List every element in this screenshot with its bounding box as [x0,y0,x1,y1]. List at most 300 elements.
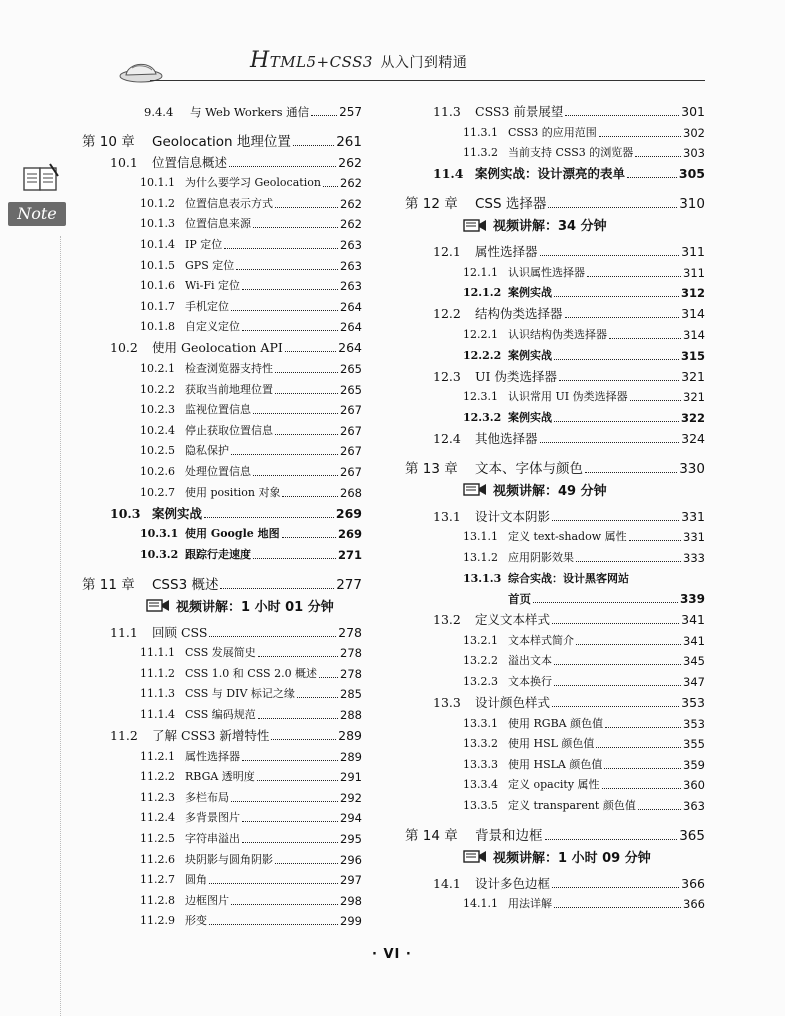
dot-leader [311,115,337,116]
dot-leader [638,809,681,810]
toc-entry-title: 案例实战：设计漂亮的表单 [475,166,626,182]
toc-entry-page: 321 [681,368,705,384]
toc-entry-page: 360 [683,778,705,793]
toc-subsection[interactable] [405,280,705,301]
dot-leader [576,644,681,645]
toc-entry-title: Geolocation 地理位置 [152,133,291,150]
toc-entry-number: 11.2 [110,728,138,744]
dot-leader [229,166,336,167]
dot-leader [275,207,338,208]
toc-entry-page: 288 [340,708,362,723]
toc-entry-page: 263 [340,258,362,273]
toc-subsection[interactable] [82,887,362,908]
toc-entry-number: 第 11 章 [82,576,135,593]
toc-entry-page: 324 [681,430,705,446]
toc-section[interactable] [405,870,705,891]
toc-subsection[interactable] [405,891,705,912]
toc-subsection[interactable] [405,731,705,752]
toc-subsection[interactable] [82,743,362,764]
dot-leader [242,330,338,331]
toc-subsection[interactable] [82,805,362,826]
dot-leader [554,296,679,297]
toc-entry-title: 检查浏览器支持性 [185,361,273,375]
toc-entry-page: 264 [338,340,362,356]
toc-section[interactable] [82,500,362,521]
toc-entry-page: 257 [339,104,362,119]
toc-subsection[interactable] [405,524,705,545]
toc-entry-number: 11.1 [110,624,138,640]
toc-chapter[interactable] [405,181,705,211]
dot-leader [282,496,338,497]
notebook-icon [18,162,62,196]
toc-entry-title: 监视位置信息 [185,403,251,417]
toc-chapter[interactable] [82,562,362,592]
toc-entry-title: 综合实战：设计黑客网站 [508,571,629,585]
toc-entry-number: 10.1.2 [140,196,175,210]
dot-leader [236,269,338,270]
toc-entry-page: 359 [683,757,705,772]
toc-subsection[interactable] [82,825,362,846]
video-camera-icon [146,597,170,613]
toc-continuation[interactable] [405,586,705,607]
dot-leader [209,924,338,925]
toc-entry-number: 13.1 [433,508,461,524]
toc-entry-title: 多栏布局 [185,790,229,804]
toc-entry-number: 10.1.8 [140,320,175,334]
dot-leader [275,372,338,373]
toc-entry-number: 10.2.5 [140,444,175,458]
toc-entry-number: 10.1.3 [140,217,175,231]
toc-subsection[interactable] [82,521,362,542]
toc-entry-number: 10.2.2 [140,382,175,396]
toc-entry-number: 10.1.1 [140,176,175,190]
toc-section[interactable] [82,334,362,355]
toc-entry-page: 261 [336,133,362,150]
dot-leader [635,156,681,157]
toc-entry-title: 圆角 [185,873,207,887]
toc-chapter[interactable] [405,813,705,843]
toc-entry-page: 311 [683,265,705,280]
toc-entry-title: CSS 与 DIV 标记之缘 [185,687,295,701]
dot-leader [554,421,679,422]
toc-entry-number: 13.3 [433,694,461,710]
toc-entry-title: 文本、字体与颜色 [475,460,583,477]
toc-entry-page: 297 [340,873,362,888]
toc-entry-number: 10.3.2 [140,547,179,561]
dot-leader [231,904,338,905]
toc-right-column [405,98,705,911]
toc-entry-page: 271 [337,547,362,562]
toc-subsection[interactable] [405,259,705,280]
toc-section[interactable] [82,619,362,640]
toc-entry-title: 隐私保护 [185,444,229,458]
toc-entry-page: 345 [683,654,705,669]
toc-entry-title: 处理位置信息 [185,464,251,478]
dot-leader [554,359,679,360]
toc-entry-page: 353 [681,694,705,710]
toc-entry-page: 289 [340,749,362,764]
toc-subsection[interactable] [405,565,705,586]
dot-leader [629,540,681,541]
video-duration-note [82,592,362,619]
toc-entry-number: 13.2.2 [463,654,498,668]
margin-divider [60,236,61,1016]
toc-subsection[interactable] [82,846,362,867]
toc-entry-number: 第 14 章 [405,827,458,844]
toc-entry-page: 301 [681,104,705,119]
toc-entry-page: 265 [340,361,362,376]
note-badge: Note [8,202,66,226]
toc-entry-number: 12.2.2 [463,348,502,362]
toc-entry-number: 12.3.2 [463,410,502,424]
video-camera-icon [463,481,487,497]
toc-subsection[interactable] [82,98,362,119]
toc-entry-page: 296 [340,852,362,867]
toc-entry-number: 11.1.3 [140,687,175,701]
toc-entry-title: 使用 Google 地图 [185,527,280,541]
toc-entry-page: 311 [681,244,705,260]
toc-entry-title: RBGA 透明度 [185,770,255,784]
toc-entry-number: 13.1.3 [463,571,502,585]
dot-leader [319,677,338,678]
toc-entry-page: 262 [340,217,362,232]
dot-leader [554,907,681,908]
toc-subsection[interactable] [82,273,362,294]
book-title [250,48,467,73]
toc-subsection[interactable] [82,314,362,335]
dot-leader [627,177,677,178]
toc-entry-number: 10.1.4 [140,237,175,251]
video-duration-label: 视频讲解：49 分钟 [493,483,607,499]
toc-entry-title: 位置信息表示方式 [185,196,273,210]
dot-leader [552,623,679,624]
toc-entry-number: 12.3.1 [463,390,498,404]
toc-entry-title: CSS3 概述 [152,576,219,593]
toc-subsection[interactable] [82,681,362,702]
dot-leader [231,454,338,455]
dot-leader [258,656,338,657]
toc-entry-title: 自定义定位 [185,320,240,334]
toc-entry-number: 9.4.4 [144,104,174,119]
toc-subsection[interactable] [405,627,705,648]
toc-subsection[interactable] [82,701,362,722]
toc-entry-page: 365 [679,827,705,844]
toc-entry-title: IP 定位 [185,237,223,251]
toc-entry-page: 267 [340,444,362,459]
toc-entry-number: 13.3.2 [463,737,498,751]
toc-entry-title: 定义 opacity 属性 [508,778,600,792]
toc-entry-page: 269 [337,527,362,542]
toc-entry-number: 12.1 [433,244,461,260]
dot-leader [323,186,338,187]
toc-subsection[interactable] [405,751,705,772]
toc-subsection[interactable] [82,640,362,661]
toc-subsection[interactable] [405,772,705,793]
toc-entry-title: 使用 HSLA 颜色值 [508,757,603,771]
dot-leader [587,276,681,277]
toc-entry-page: 264 [340,320,362,335]
toc-subsection[interactable] [82,458,362,479]
dot-leader [609,338,681,339]
toc-entry-page: 353 [683,716,705,731]
toc-subsection[interactable] [405,710,705,731]
toc-entry-number: 10.1.6 [140,279,175,293]
toc-entry-title: 溢出文本 [508,654,552,668]
toc-section[interactable] [405,300,705,321]
dot-leader [565,317,680,318]
toc-subsection[interactable] [405,384,705,405]
toc-entry-number: 11.3.1 [463,125,498,139]
toc-section[interactable] [405,503,705,524]
toc-subsection[interactable] [82,293,362,314]
toc-entry-number: 第 12 章 [405,196,458,213]
toc-entry-page: 331 [683,530,705,545]
toc-entry-page: 298 [340,893,362,908]
toc-subsection[interactable] [82,867,362,888]
toc-subsection[interactable] [405,119,705,140]
toc-entry-title: 位置信息来源 [185,217,251,231]
toc-subsection[interactable] [82,438,362,459]
toc-entry-number: 第 10 章 [82,133,135,150]
video-duration-label: 视频讲解：34 分钟 [493,219,607,235]
dot-leader [253,413,338,414]
toc-section[interactable] [405,425,705,446]
toc-subsection[interactable] [82,376,362,397]
dot-leader [242,289,338,290]
toc-entry-page: 262 [340,196,362,211]
toc-entry-number: 10.3.1 [140,527,179,541]
toc-entry-page: 295 [340,832,362,847]
toc-subsection[interactable] [405,342,705,363]
toc-entry-title: 字符串溢出 [185,832,240,846]
toc-entry-page: 314 [681,306,705,322]
toc-entry-page: 310 [679,196,705,213]
dot-leader [242,821,338,822]
toc-entry-title: 文本换行 [508,674,552,688]
toc-entry-title: CSS 发展简史 [185,646,256,660]
toc-entry-title: 定义 transparent 颜色值 [508,798,636,812]
toc-subsection[interactable] [82,211,362,232]
dot-leader [271,739,336,740]
toc-section[interactable] [405,238,705,259]
toc-entry-page: 291 [340,770,362,785]
toc-subsection[interactable] [405,792,705,813]
toc-entry-title: 结构伪类选择器 [475,306,563,322]
toc-entry-title: 形变 [185,914,207,928]
toc-entry-title: 与 Web Workers 通信 [190,104,310,119]
dot-leader [604,768,681,769]
toc-entry-title: 回顾 CSS [152,624,208,640]
dot-leader [231,801,338,802]
toc-entry-title: 定义 text-shadow 属性 [508,530,627,544]
dot-leader [242,760,338,761]
toc-entry-page: 321 [683,390,705,405]
toc-subsection[interactable] [82,784,362,805]
header-rule [150,80,705,81]
toc-subsection[interactable] [82,417,362,438]
toc-entry-number: 14.1 [433,875,461,891]
toc-entry-title: 边框图片 [185,893,229,907]
toc-subsection[interactable] [82,541,362,562]
toc-entry-page: 267 [340,423,362,438]
toc-entry-number: 11.1.1 [140,646,175,660]
toc-entry-number: 13.1.2 [463,550,498,564]
dot-leader [552,706,679,707]
video-duration-label: 视频讲解：1 小时 01 分钟 [176,599,334,615]
toc-entry-title: 应用阴影效果 [508,550,574,564]
toc-entry-number: 10.2.6 [140,464,175,478]
toc-entry-page: 267 [340,464,362,479]
toc-subsection[interactable] [82,190,362,211]
dot-leader [242,842,338,843]
toc-entry-page: 341 [681,612,705,628]
toc-entry-number: 11.3 [433,104,461,119]
toc-entry-title: 案例实战 [508,286,552,300]
toc-entry-title: 设计文本阴影 [475,508,551,524]
toc-entry-number: 12.1.2 [463,286,502,300]
toc-entry-number: 13.3.1 [463,716,498,730]
toc-entry-number: 11.2.5 [140,832,175,846]
toc-entry-number: 11.2.2 [140,770,175,784]
page-number: · VI · [372,947,412,962]
dot-leader [258,718,338,719]
dot-leader [554,685,681,686]
toc-subsection[interactable] [405,648,705,669]
toc-entry-title: 使用 position 对象 [185,485,281,499]
toc-subsection[interactable] [405,321,705,342]
toc-entry-number: 11.4 [433,166,464,182]
toc-entry-title: 使用 HSL 颜色值 [508,737,595,751]
toc-entry-page: 262 [338,154,362,170]
toc-entry-number: 11.2.4 [140,811,175,825]
toc-entry-title: 用法详解 [508,897,552,911]
toc-entry-number: 12.4 [433,430,461,446]
video-duration-note [405,476,705,503]
toc-entry-number: 10.2.3 [140,403,175,417]
toc-entry-number: 第 13 章 [405,460,458,477]
toc-entry-number: 10.2 [110,340,138,356]
toc-entry-page: 312 [680,286,705,301]
video-duration-note [405,211,705,238]
toc-subsection[interactable] [82,479,362,500]
toc-entry-title: 使用 Geolocation API [152,340,283,356]
toc-entry-title: 背景和边框 [475,827,543,844]
toc-entry-title: 首页 [508,592,531,607]
dot-leader [552,887,679,888]
toc-subsection[interactable] [82,252,362,273]
dot-leader [253,475,338,476]
toc-subsection[interactable] [405,140,705,161]
dot-leader [554,664,681,665]
toc-entry-page: 341 [683,633,705,648]
dot-leader [576,561,681,562]
toc-entry-number: 13.3.4 [463,778,498,792]
toc-entry-page: 299 [340,914,362,929]
dot-leader [275,863,338,864]
toc-entry-number: 10.1.5 [140,258,175,272]
toc-chapter[interactable] [405,446,705,476]
toc-entry-number: 12.3 [433,368,461,384]
video-duration-label: 视频讲解：1 小时 09 分钟 [493,850,651,866]
toc-entry-page: 263 [340,279,362,294]
toc-entry-title: CSS 1.0 和 CSS 2.0 概述 [185,666,318,680]
toc-entry-title: CSS 编码规范 [185,708,256,722]
toc-entry-page: 277 [336,576,362,593]
toc-entry-number: 13.2 [433,612,461,628]
toc-entry-page: 315 [680,348,705,363]
dot-leader [545,839,678,840]
toc-section[interactable] [405,689,705,710]
toc-section[interactable] [405,606,705,627]
toc-section[interactable] [405,160,705,181]
toc-subsection[interactable] [82,231,362,252]
toc-entry-title: 位置信息概述 [152,154,228,170]
toc-left-column [82,98,362,928]
toc-entry-page: 292 [340,790,362,805]
toc-subsection[interactable] [405,404,705,425]
toc-subsection[interactable] [82,660,362,681]
dot-leader [275,434,338,435]
dot-leader [275,393,338,394]
toc-entry-number: 10.2.7 [140,485,175,499]
toc-subsection[interactable] [82,355,362,376]
dot-leader [257,780,338,781]
toc-entry-title: 其他选择器 [475,430,538,446]
toc-chapter[interactable] [82,119,362,149]
toc-entry-number: 13.3.3 [463,757,498,771]
dot-leader [204,517,334,518]
dot-leader [548,207,677,208]
toc-entry-page: 263 [340,237,362,252]
book-subtitle: 从入门到精通 [380,55,468,71]
toc-entry-title: 案例实战 [152,505,203,521]
toc-section[interactable] [405,98,705,119]
toc-entry-page: 265 [340,382,362,397]
dot-leader [552,520,679,521]
dot-leader [224,248,338,249]
toc-entry-page: 366 [681,875,705,891]
toc-section[interactable] [405,363,705,384]
toc-section[interactable] [82,722,362,743]
toc-entry-page: 305 [678,166,705,182]
toc-entry-number: 12.2 [433,306,461,322]
toc-subsection[interactable] [82,908,362,929]
toc-entry-number: 10.1.7 [140,299,175,313]
toc-subsection[interactable] [82,397,362,418]
toc-entry-title: 停止获取位置信息 [185,423,273,437]
toc-entry-title: 当前支持 CSS3 的浏览器 [508,146,634,160]
toc-subsection[interactable] [82,170,362,191]
toc-subsection[interactable] [82,764,362,785]
toc-subsection[interactable] [405,668,705,689]
dot-leader [285,351,336,352]
dot-leader [293,145,334,146]
toc-entry-number: 14.1.1 [463,897,498,911]
dot-leader [231,310,338,311]
dot-leader [220,588,334,589]
toc-section[interactable] [82,149,362,170]
toc-entry-title: 认识结构伪类选择器 [508,327,607,341]
toc-entry-number: 11.1.2 [140,666,175,680]
toc-entry-title: 文本样式简介 [508,633,574,647]
toc-entry-page: 278 [340,666,362,681]
dot-leader [596,747,681,748]
toc-entry-number: 11.2.1 [140,749,175,763]
toc-entry-number: 13.3.5 [463,798,498,812]
toc-entry-page: 302 [683,125,705,140]
toc-subsection[interactable] [405,544,705,565]
toc-entry-page: 363 [683,798,705,813]
